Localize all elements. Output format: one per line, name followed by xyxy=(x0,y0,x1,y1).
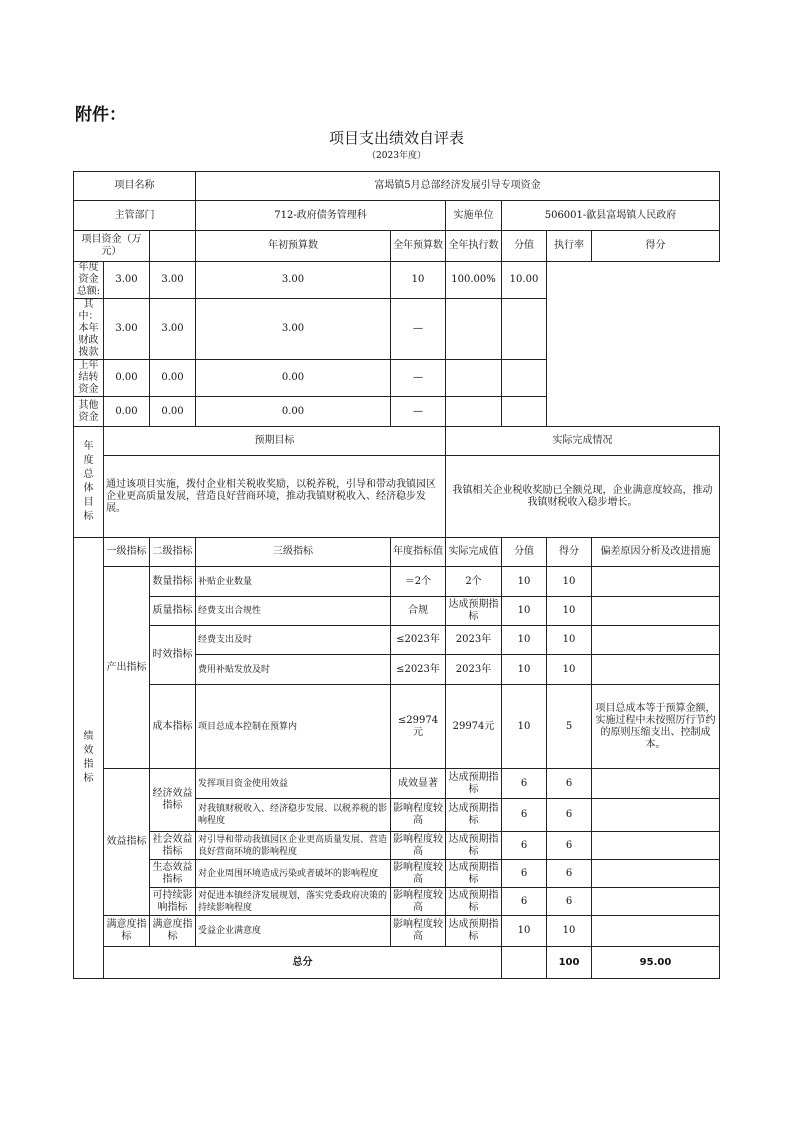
department-label: 主管部门 xyxy=(74,201,196,231)
level2-indicator: 质量指标 xyxy=(150,597,196,626)
indicator-analysis xyxy=(592,916,720,947)
indicator-analysis xyxy=(592,799,720,832)
attachment-label: 附件： xyxy=(75,105,126,125)
indicator-analysis xyxy=(592,597,720,626)
level3-indicator: 补贴企业数量 xyxy=(196,567,391,597)
funds-row-initial: 0.00 xyxy=(104,360,150,397)
indicator-analysis xyxy=(592,832,720,860)
level3-indicator: 对企业周围环境造成污染或者破坏的影响程度 xyxy=(196,860,391,888)
indicator-row xyxy=(74,567,720,597)
department-value: 712-政府债务管理科 xyxy=(196,201,446,231)
goals-label xyxy=(74,427,104,538)
funds-row-rate xyxy=(446,397,502,427)
funds-row-label: 其他资金 xyxy=(74,397,104,427)
perf-header-score-value: 分值 xyxy=(502,538,547,567)
indicator-score: 6 xyxy=(547,799,592,832)
page-title: 项目支出绩效自评表 xyxy=(328,129,464,147)
level3-indicator: 经费支出合规性 xyxy=(196,597,391,626)
indicator-score: 10 xyxy=(547,916,592,947)
goals-expected-label: 预期目标 xyxy=(104,427,446,456)
indicator-target: 影响程度较高 xyxy=(391,916,446,947)
level2-indicator: 成本指标 xyxy=(150,685,196,769)
indicator-score-value: 6 xyxy=(502,799,547,832)
indicator-target: 合规 xyxy=(391,597,446,626)
perf-header-target: 年度指标值 xyxy=(391,538,446,567)
performance-label-text: 绩效指标 xyxy=(83,731,94,784)
level3-indicator: 对引导和带动我镇园区企业更高质量发展、营造良好营商环境的影响程度 xyxy=(196,832,391,860)
indicator-score: 10 xyxy=(547,597,592,626)
indicator-score: 5 xyxy=(547,685,592,769)
indicator-score: 10 xyxy=(547,655,592,685)
indicator-target: 成效显著 xyxy=(391,769,446,799)
goals-actual-text: 我镇相关企业税收奖励已全额兑现，企业满意度较高，推动我镇财税收入稳步增长。 xyxy=(446,456,720,538)
unit-label: 实施单位 xyxy=(446,201,502,231)
indicator-analysis xyxy=(592,626,720,655)
perf-header-analysis: 偏差原因分析及改进措施 xyxy=(592,538,720,567)
level3-indicator: 经费支出及时 xyxy=(196,626,391,655)
funds-row xyxy=(74,299,720,360)
page-subtitle: （2023年度） xyxy=(367,151,426,161)
indicator-score: 6 xyxy=(547,888,592,916)
indicator-target: ≤2023年 xyxy=(391,626,446,655)
indicator-score-value: 10 xyxy=(502,567,547,597)
total-row xyxy=(74,947,720,979)
level2-indicator: 可持续影响指标 xyxy=(150,888,196,916)
indicator-row xyxy=(74,597,720,626)
funds-header-score: 得分 xyxy=(592,231,720,262)
indicator-score-value: 6 xyxy=(502,860,547,888)
indicator-row xyxy=(74,916,720,947)
indicator-actual: 2023年 xyxy=(446,655,502,685)
funds-row-score-value: — xyxy=(391,397,446,427)
indicator-score: 6 xyxy=(547,832,592,860)
funds-row-executed: 0.00 xyxy=(196,360,391,397)
project-name-row xyxy=(74,172,720,201)
indicator-actual: 达成预期指标 xyxy=(446,597,502,626)
indicator-row xyxy=(74,888,720,916)
funds-row-label: 其中：本年财政拨款 xyxy=(74,299,104,360)
indicator-score-value: 6 xyxy=(502,769,547,799)
funds-row-annual: 0.00 xyxy=(150,360,196,397)
funds-header-row xyxy=(74,231,720,262)
performance-label xyxy=(74,538,104,979)
project-name-label: 项目名称 xyxy=(74,172,196,201)
level3-indicator: 对我镇财税收入、经济稳步发展、以税养税的影响程度 xyxy=(196,799,391,832)
level2-indicator: 经济效益指标 xyxy=(150,769,196,832)
indicator-target: 影响程度较高 xyxy=(391,860,446,888)
indicator-score-value: 10 xyxy=(502,597,547,626)
indicator-score-value: 6 xyxy=(502,832,547,860)
indicator-target: ≤2023年 xyxy=(391,655,446,685)
funds-row-score xyxy=(502,397,547,427)
funds-row-initial: 3.00 xyxy=(104,262,150,299)
funds-row-score: 10.00 xyxy=(502,262,547,299)
perf-header-level1: 一级指标 xyxy=(104,538,150,567)
level3-indicator: 对促进本镇经济发展规划，落实党委政府决策的持续影响程度 xyxy=(196,888,391,916)
level2-indicator: 生态效益指标 xyxy=(150,860,196,888)
funds-header-score-value: 分值 xyxy=(502,231,547,262)
level3-indicator: 项目总成本控制在预算内 xyxy=(196,685,391,769)
indicator-row xyxy=(74,860,720,888)
indicator-actual: 2个 xyxy=(446,567,502,597)
indicator-row xyxy=(74,685,720,769)
total-label: 总分 xyxy=(104,947,502,979)
indicator-actual: 29974元 xyxy=(446,685,502,769)
indicator-score-value: 10 xyxy=(502,916,547,947)
project-name-value: 富堨镇5月总部经济发展引导专项资金 xyxy=(196,172,720,201)
indicator-score-value: 10 xyxy=(502,655,547,685)
indicator-score: 10 xyxy=(547,626,592,655)
perf-header-level2: 二级指标 xyxy=(150,538,196,567)
indicator-target: 影响程度较高 xyxy=(391,832,446,860)
indicator-score-value: 6 xyxy=(502,888,547,916)
level2-indicator: 社会效益指标 xyxy=(150,832,196,860)
indicator-analysis: 项目总成本等于预算金额，实施过程中未按照厉行节约的原则压缩支出、控制成本。 xyxy=(592,685,720,769)
indicator-actual: 达成预期指标 xyxy=(446,832,502,860)
department-row xyxy=(74,201,720,231)
indicator-row xyxy=(74,769,720,799)
goals-actual-label: 实际完成情况 xyxy=(446,427,720,456)
indicator-actual: 达成预期指标 xyxy=(446,799,502,832)
indicator-actual: 达成预期指标 xyxy=(446,860,502,888)
funds-header-rate: 执行率 xyxy=(547,231,592,262)
funds-row-executed: 3.00 xyxy=(196,262,391,299)
level3-indicator: 费用补贴发放及时 xyxy=(196,655,391,685)
indicator-analysis xyxy=(592,655,720,685)
funds-header-executed: 全年执行数 xyxy=(446,231,502,262)
indicator-score: 6 xyxy=(547,860,592,888)
indicator-analysis xyxy=(592,567,720,597)
funds-row-score-value: 10 xyxy=(391,262,446,299)
indicator-actual: 达成预期指标 xyxy=(446,916,502,947)
total-score-value: 100 xyxy=(547,947,592,979)
indicator-actual: 达成预期指标 xyxy=(446,888,502,916)
funds-row xyxy=(74,262,720,299)
funds-header-initial: 年初预算数 xyxy=(196,231,391,262)
indicator-analysis xyxy=(592,888,720,916)
unit-value: 506001-歙县富堨镇人民政府 xyxy=(502,201,720,231)
funds-row-annual: 3.00 xyxy=(150,299,196,360)
indicator-analysis xyxy=(592,769,720,799)
funds-row-annual: 0.00 xyxy=(150,397,196,427)
perf-header-score: 得分 xyxy=(547,538,592,567)
indicator-row xyxy=(74,626,720,655)
indicator-row xyxy=(74,832,720,860)
level1-satisfaction: 满意度指标 xyxy=(104,916,150,947)
funds-row-executed: 0.00 xyxy=(196,397,391,427)
indicator-actual: 达成预期指标 xyxy=(446,769,502,799)
funds-row-score-value: — xyxy=(391,360,446,397)
indicator-score-value: 10 xyxy=(502,685,547,769)
funds-row-annual: 3.00 xyxy=(150,262,196,299)
indicator-analysis xyxy=(592,860,720,888)
level3-indicator: 受益企业满意度 xyxy=(196,916,391,947)
funds-row-score-value: — xyxy=(391,299,446,360)
funds-row-executed: 3.00 xyxy=(196,299,391,360)
indicator-target: 影响程度较高 xyxy=(391,888,446,916)
funds-row-score xyxy=(502,299,547,360)
funds-row-rate: 100.00% xyxy=(446,262,502,299)
indicator-score: 6 xyxy=(547,769,592,799)
perf-header-level3: 三级指标 xyxy=(196,538,391,567)
funds-row-rate xyxy=(446,360,502,397)
total-blank xyxy=(502,947,547,979)
level3-indicator: 发挥项目资金使用效益 xyxy=(196,769,391,799)
funds-row-label: 年度资金总额: xyxy=(74,262,104,299)
indicator-score: 10 xyxy=(547,567,592,597)
funds-row-initial: 0.00 xyxy=(104,397,150,427)
funds-row-rate xyxy=(446,299,502,360)
level2-indicator: 数量指标 xyxy=(150,567,196,597)
goals-label-text: 年度总体目标 xyxy=(83,441,94,522)
funds-row-initial: 3.00 xyxy=(104,299,150,360)
funds-header-annual: 全年预算数 xyxy=(391,231,446,262)
indicator-score-value: 10 xyxy=(502,626,547,655)
funds-header-blank xyxy=(150,231,196,262)
goals-content-row xyxy=(74,456,720,538)
perf-header-actual: 实际完成值 xyxy=(446,538,502,567)
indicator-target: ≤29974元 xyxy=(391,685,446,769)
total-score: 95.00 xyxy=(592,947,720,979)
goals-expected-text: 通过该项目实施，拨付企业相关税收奖励，以税养税，引导和带动我镇园区企业更高质量发展，营造良好营商环境，推动我镇财税收入、经济稳步发展。 xyxy=(104,456,446,538)
level1-benefit: 效益指标 xyxy=(104,769,150,916)
indicator-actual: 2023年 xyxy=(446,626,502,655)
indicator-target: ＝2个 xyxy=(391,567,446,597)
level2-indicator: 时效指标 xyxy=(150,626,196,685)
performance-header-row xyxy=(74,538,720,567)
funds-label: 项目资金（万元） xyxy=(74,231,150,262)
funds-row xyxy=(74,397,720,427)
funds-row-label: 上年结转资金 xyxy=(74,360,104,397)
level2-indicator: 满意度指标 xyxy=(150,916,196,947)
goals-header-row xyxy=(74,427,720,456)
funds-row xyxy=(74,360,720,397)
indicator-target: 影响程度较高 xyxy=(391,799,446,832)
funds-row-score xyxy=(502,360,547,397)
self-evaluation-table xyxy=(73,171,720,979)
level1-output: 产出指标 xyxy=(104,567,150,769)
